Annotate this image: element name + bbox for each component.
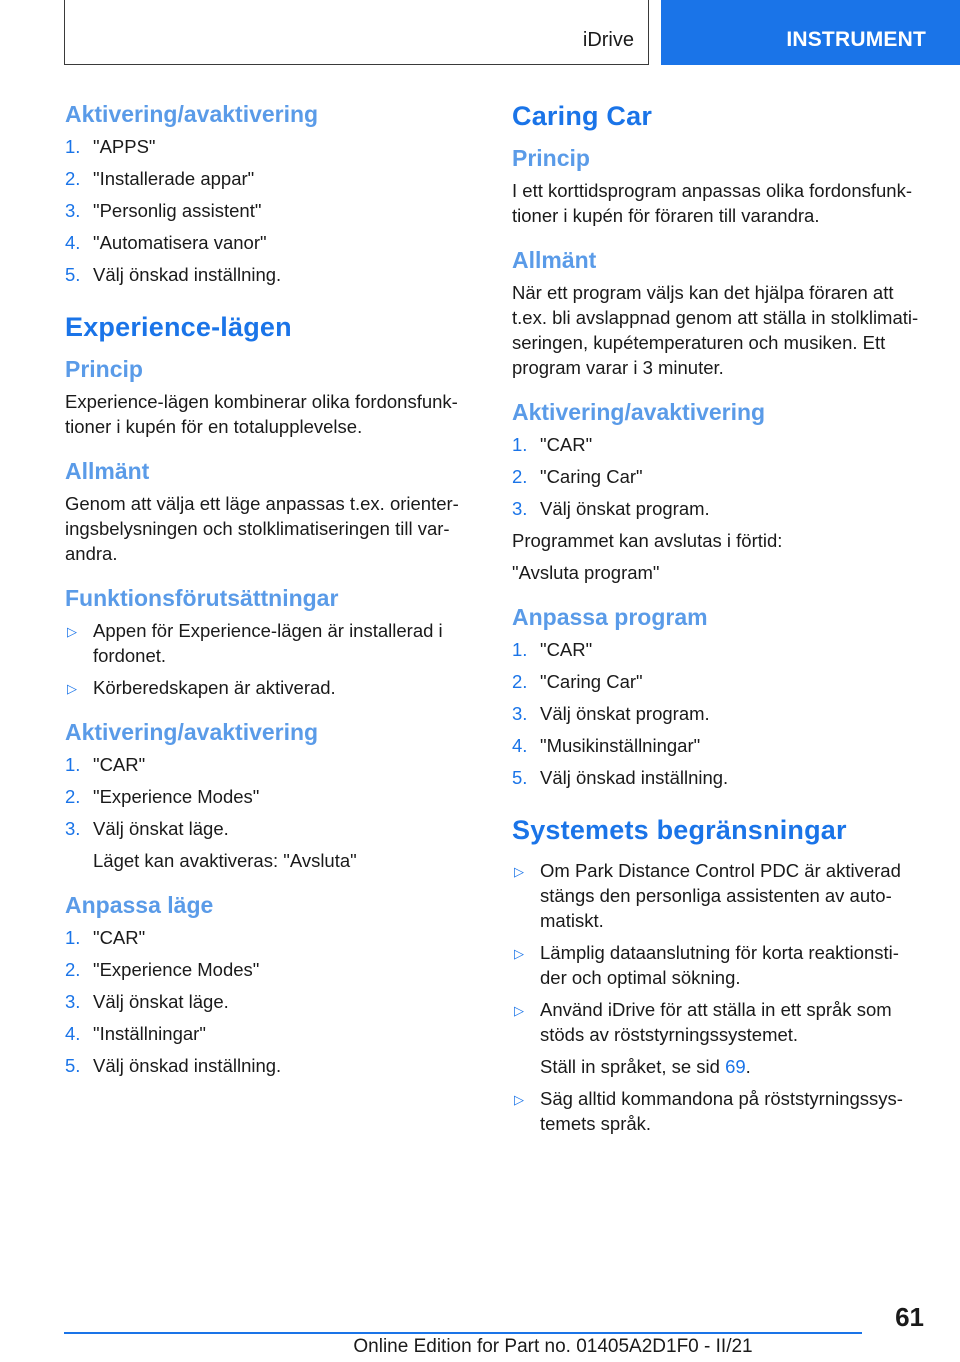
heading-princip: Princip bbox=[65, 356, 143, 382]
triangle-right-icon: ▷ bbox=[514, 1003, 524, 1018]
footer-divider bbox=[64, 1332, 862, 1334]
heading-caring-car: Caring Car bbox=[512, 101, 653, 131]
step-item: 5. Välj önskad inställning. bbox=[65, 1055, 282, 1076]
header-chapter-tab[interactable] bbox=[661, 0, 960, 65]
list-item: ▷ Körberedskapen är aktiverad. bbox=[65, 675, 470, 700]
list-prerequisites bbox=[65, 618, 470, 700]
step-item: 1. "CAR" bbox=[65, 754, 146, 775]
list-item: ▷ Appen för Experience-lägen är installerad i fordonet. bbox=[67, 620, 443, 666]
list-item: ▷ Lämplig dataanslutning för korta reaktionsti- der och optimal sökning. bbox=[514, 942, 899, 988]
step-item: 2. "Experience Modes" bbox=[65, 786, 260, 807]
steps-adjust-program bbox=[512, 637, 930, 790]
step-item: 5. Välj önskad inställning. bbox=[512, 767, 729, 788]
step-item: 4. "Musikinställningar" bbox=[512, 735, 701, 756]
step-item: 4. "Automatisera vanor" bbox=[65, 232, 267, 253]
heading-system-limits: Systemets begränsningar bbox=[512, 815, 847, 845]
text-cancel-menu: "Avsluta program" bbox=[512, 562, 660, 583]
text-princip: I ett korttidsprogram anpassas olika fordonsfunk- tioner i kupén för föraren till varandra. bbox=[512, 180, 912, 226]
triangle-right-icon: ▷ bbox=[67, 624, 77, 639]
list-item: ▷ Använd iDrive för att ställa in ett språk som stöds av röststyrningssystemet. Ställ in språket, se sid 69. bbox=[512, 997, 930, 1079]
steps-apps-activation bbox=[65, 134, 470, 287]
step-item: 1. "CAR" bbox=[65, 927, 146, 948]
steps-adjust-mode bbox=[65, 925, 470, 1078]
list-item: ▷ Om Park Distance Control PDC är aktiverad stängs den personliga assistenten av auto- matiskt. bbox=[514, 860, 901, 931]
heading-caring-activation: Aktivering/avaktivering bbox=[512, 399, 766, 425]
steps-caring-activation bbox=[512, 432, 930, 521]
step-item: 1. "CAR" bbox=[512, 639, 593, 660]
step-item: 1. "CAR" bbox=[512, 434, 593, 455]
header-section-box bbox=[64, 0, 649, 65]
triangle-right-icon: ▷ bbox=[514, 1092, 524, 1107]
step-item: 3. Välj önskat program. bbox=[512, 703, 710, 724]
steps-experience-activation bbox=[65, 752, 470, 873]
heading-allmant: Allmänt bbox=[65, 458, 150, 484]
triangle-right-icon: ▷ bbox=[514, 946, 524, 961]
step-item: 2. "Experience Modes" bbox=[65, 959, 260, 980]
header-section-title: iDrive bbox=[582, 29, 634, 51]
heading-funktionsforutsattningar: Funktionsförutsättningar bbox=[65, 585, 339, 611]
page-number: 61 bbox=[895, 1302, 924, 1332]
text-allmant: Genom att välja ett läge anpassas t.ex. orienter- ingsbelysningen och stolklimatiseringen till var- andra. bbox=[65, 493, 459, 564]
header-chapter-title: INSTRUMENT bbox=[786, 28, 926, 51]
footer-edition: Online Edition for Part no. 01405A2D1F0 - II/21 bbox=[353, 1336, 753, 1357]
triangle-right-icon: ▷ bbox=[67, 681, 77, 696]
step-item: 1. "APPS" bbox=[65, 136, 156, 157]
left-column bbox=[65, 100, 470, 1085]
list-item: ▷ Säg alltid kommandona på röststyrningssys- temets språk. bbox=[514, 1088, 903, 1134]
step-note: Läget kan avaktiveras: "Avsluta" bbox=[93, 850, 357, 871]
heading-experience-activation: Aktivering/avaktivering bbox=[65, 719, 319, 745]
step-item: 3. Välj önskat läge. Läget kan avaktiveras: "Avsluta" bbox=[65, 816, 470, 873]
list-system-limits bbox=[512, 858, 930, 1136]
heading-princip: Princip bbox=[512, 145, 590, 171]
triangle-right-icon: ▷ bbox=[514, 864, 524, 879]
heading-adjust-mode: Anpassa läge bbox=[65, 892, 214, 918]
page-link[interactable]: 69 bbox=[725, 1056, 746, 1077]
step-item: 3. Välj önskat program. bbox=[512, 498, 710, 519]
text-princip: Experience-lägen kombinerar olika fordonsfunk- tioner i kupén för en totalupplevelse. bbox=[65, 391, 458, 437]
right-column bbox=[512, 100, 930, 1143]
step-item: 4. "Inställningar" bbox=[65, 1023, 206, 1044]
text-cancel-early: Programmet kan avslutas i förtid: bbox=[512, 530, 783, 551]
step-item: 5. Välj önskad inställning. bbox=[65, 264, 282, 285]
step-item: 3. Välj önskat läge. bbox=[65, 991, 229, 1012]
step-item: 2. "Caring Car" bbox=[512, 466, 643, 487]
text-allmant: När ett program väljs kan det hjälpa föraren att t.ex. bli avslappnad genom att ställa in stolklimati- seringen, kupétemperaturen och musiken. Ett program varar i 3 minuter. bbox=[512, 282, 919, 378]
step-item: 3. "Personlig assistent" bbox=[65, 200, 262, 221]
heading-apps-activation: Aktivering/avaktivering bbox=[65, 101, 319, 127]
step-item: 2. "Installerade appar" bbox=[65, 168, 255, 189]
heading-allmant: Allmänt bbox=[512, 247, 597, 273]
step-item: 2. "Caring Car" bbox=[512, 671, 643, 692]
heading-experience-modes: Experience-lägen bbox=[65, 312, 292, 342]
heading-adjust-program: Anpassa program bbox=[512, 604, 708, 630]
item-note: Ställ in språket, se sid 69. bbox=[540, 1056, 751, 1077]
